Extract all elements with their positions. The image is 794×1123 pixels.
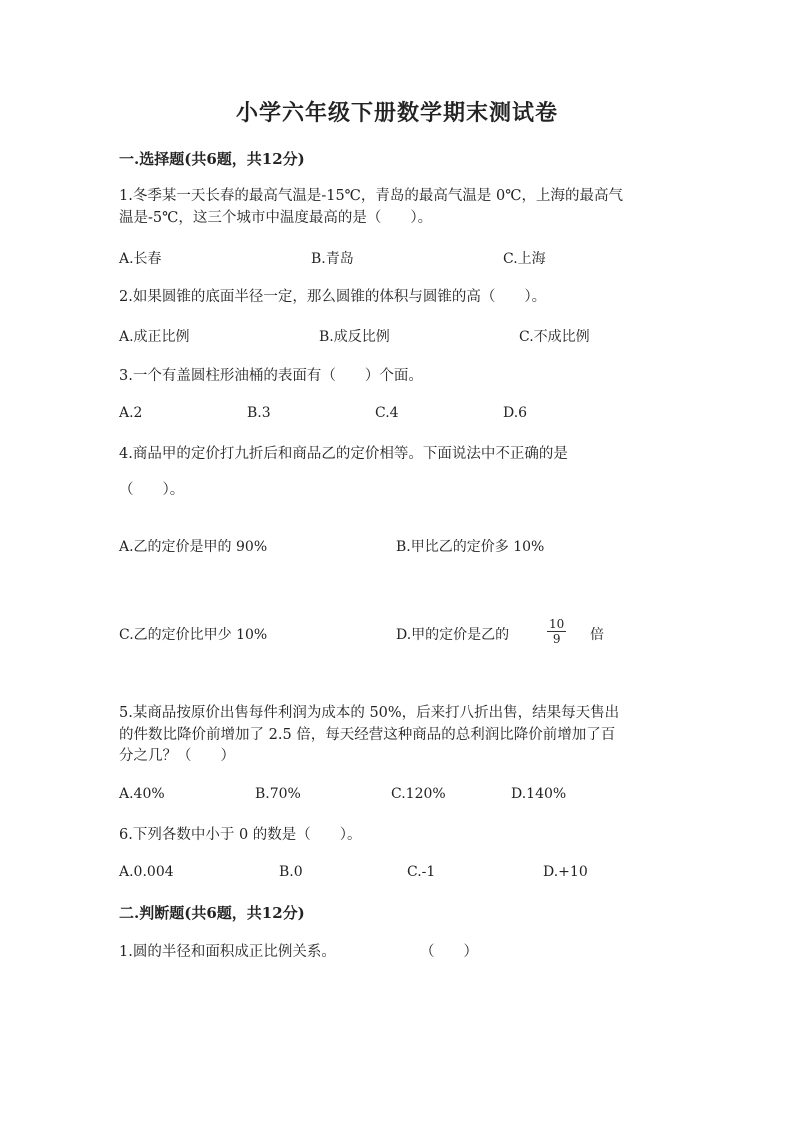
question-3-option-b: B.3 — [247, 405, 271, 421]
page-title: 小学六年级下册数学期末测试卷 — [235, 100, 558, 126]
question-2-option-a: A.成正比例 — [119, 329, 190, 345]
question-5-option-c: C.120% — [391, 786, 446, 802]
question-1-line-2: 温是-5℃，这三个城市中温度最高的是（ ）。 — [119, 210, 433, 226]
question-1-option-a: A.长春 — [119, 251, 162, 267]
section-heading-judgment: 二.判断题(共6题，共12分) — [119, 904, 305, 922]
section-heading-choice: 一.选择题(共6题，共12分) — [119, 150, 305, 168]
question-2-option-c: C.不成比例 — [519, 329, 590, 345]
question-5-option-b: B.70% — [255, 786, 301, 802]
question-1-option-b: B.青岛 — [311, 251, 354, 267]
question-5-option-a: A.40% — [119, 786, 165, 802]
question-5-option-d: D.140% — [511, 786, 567, 802]
question-4-option-c: C.乙的定价比甲少 10% — [119, 627, 268, 643]
question-1-line-1: 1.冬季某一天长春的最高气温是-15℃，青岛的最高气温是 0℃，上海的最高气 — [119, 188, 623, 204]
question-4-option-d-suffix: 倍 — [590, 627, 604, 643]
question-2-option-b: B.成反比例 — [319, 329, 390, 345]
question-2-line-1: 2.如果圆锥的底面半径一定，那么圆锥的体积与圆锥的高（ ）。 — [119, 289, 547, 305]
judgment-question-1: 1.圆的半径和面积成正比例关系。 — [119, 944, 336, 960]
question-6-option-c: C.-1 — [407, 864, 436, 880]
question-6-line-1: 6.下列各数中小于 0 的数是（ ）。 — [119, 827, 362, 843]
question-6-option-a: A.0.004 — [119, 864, 174, 880]
question-6-option-b: B.0 — [279, 864, 303, 880]
question-3-option-d: D.6 — [503, 405, 528, 421]
question-5-line-3: 分之几？（ ） — [119, 748, 235, 764]
question-5-line-1: 5.某商品按原价出售每件利润为成本的 50%，后来打八折出售，结果每天售出 — [119, 705, 620, 721]
question-4-option-a: A.乙的定价是甲的 90% — [119, 539, 268, 555]
question-3-line-1: 3.一个有盖圆柱形油桶的表面有（ ）个面。 — [119, 368, 423, 384]
question-4-option-b: B.甲比乙的定价多 10% — [396, 539, 545, 555]
question-6-option-d: D.+10 — [543, 864, 588, 880]
question-4-line-1: 4.商品甲的定价打九折后和商品乙的定价相等。下面说法中不正确的是 — [119, 446, 568, 462]
question-4-option-d: D.甲的定价是乙的 — [396, 627, 510, 643]
fraction-denominator: 9 — [552, 632, 561, 646]
question-5-line-2: 的件数比降价前增加了 2.5 倍，每天经营这种商品的总利润比降价前增加了百 — [119, 727, 616, 743]
fraction-ten-ninths — [547, 617, 566, 646]
judgment-question-1-blank: （ ） — [420, 944, 478, 960]
question-3-option-a: A.2 — [119, 405, 143, 421]
question-4-line-2: （ ）。 — [119, 482, 185, 498]
question-1-option-c: C.上海 — [503, 251, 546, 267]
fraction-numerator: 10 — [549, 617, 565, 631]
question-3-option-c: C.4 — [375, 405, 399, 421]
